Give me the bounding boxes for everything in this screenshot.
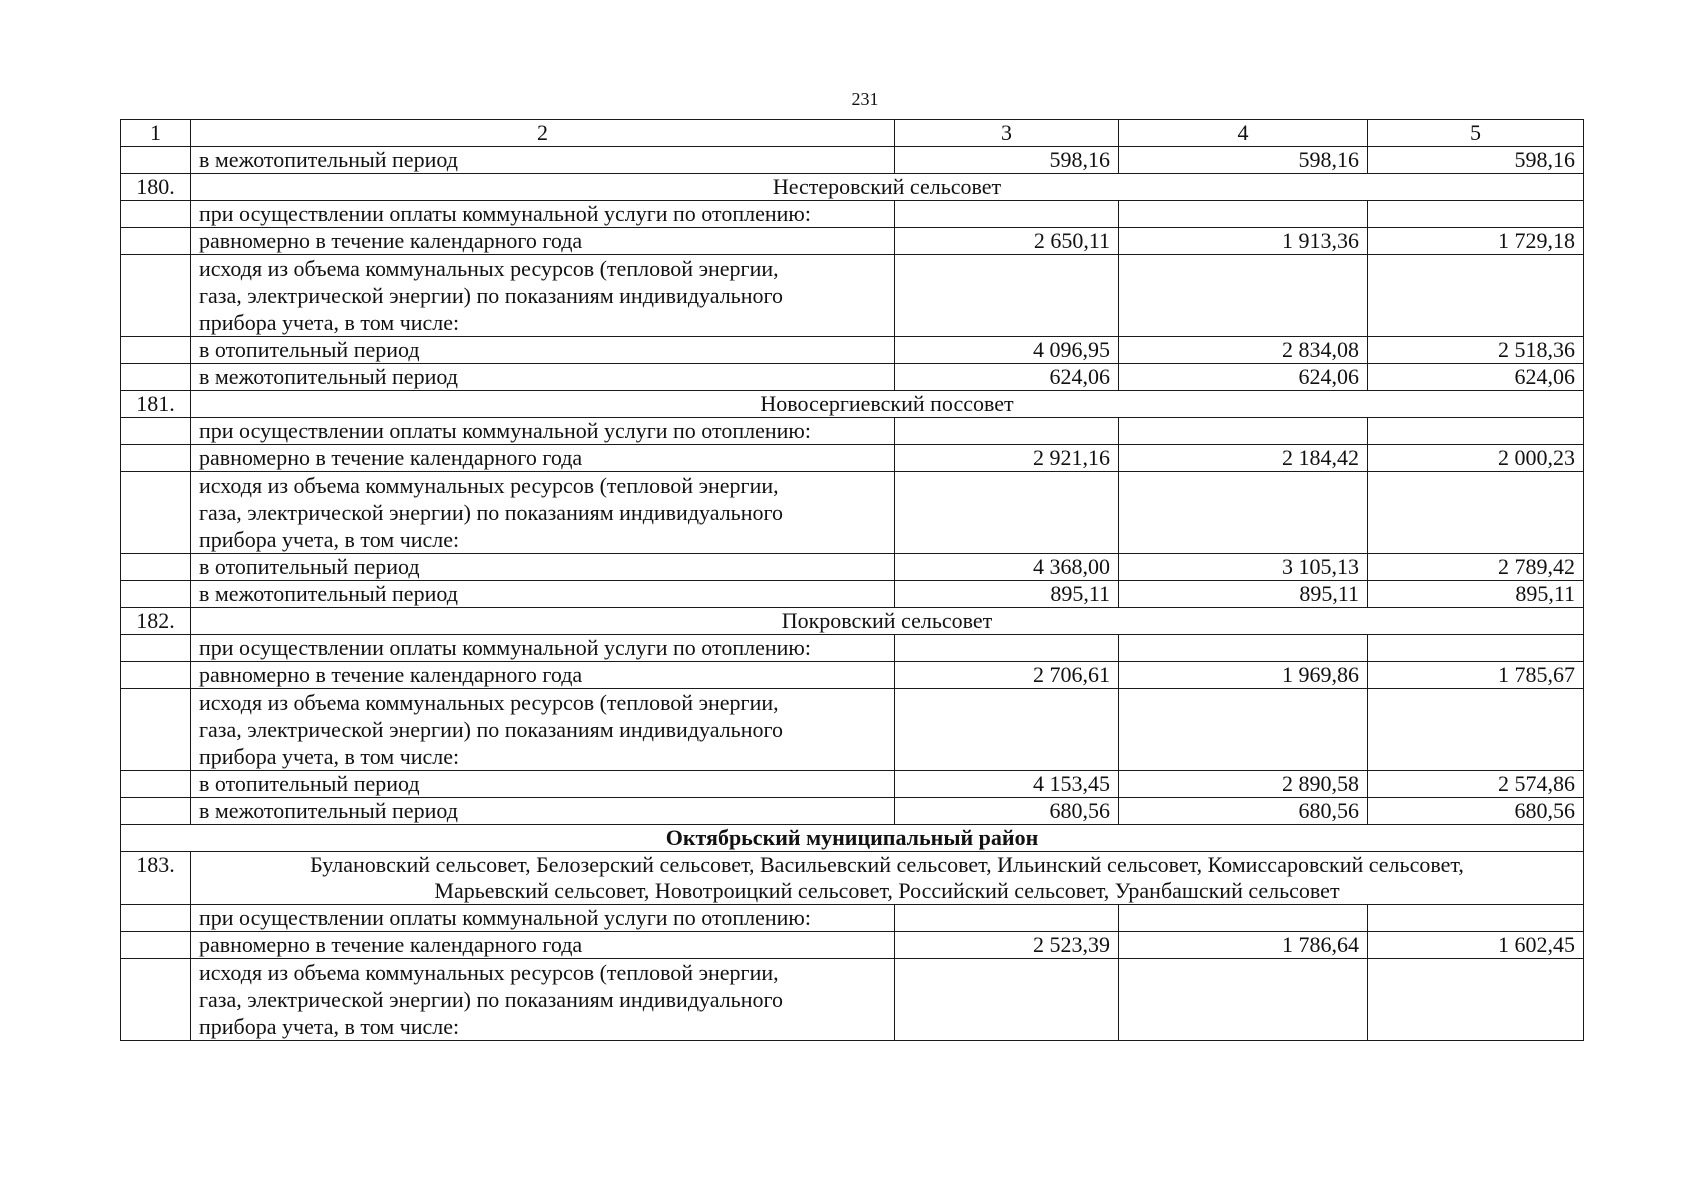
value-col-3 bbox=[895, 959, 1119, 1041]
section-title: Покровский сельсовет bbox=[191, 608, 1584, 635]
text-line: газа, электрической энергии) по показаниям индивидуального bbox=[199, 283, 783, 308]
value-col-3: 895,11 bbox=[895, 581, 1119, 608]
section-row bbox=[121, 852, 1584, 905]
section-title bbox=[191, 852, 1584, 905]
row-label: в межотопительный период bbox=[191, 798, 895, 825]
text-line: прибора учета, в том числе: bbox=[199, 310, 460, 335]
value-col-4 bbox=[1119, 472, 1368, 554]
value-col-3: 2 706,61 bbox=[895, 662, 1119, 689]
value-col-3: 4 153,45 bbox=[895, 771, 1119, 798]
value-col-5 bbox=[1368, 959, 1584, 1041]
row-label: в отопительный период bbox=[191, 554, 895, 581]
row-number bbox=[121, 337, 191, 364]
text-line: газа, электрической энергии) по показаниям индивидуального bbox=[199, 987, 783, 1012]
value-col-5: 2 574,86 bbox=[1368, 771, 1584, 798]
table-row-multiline bbox=[121, 959, 1584, 1041]
value-col-4: 3 105,13 bbox=[1119, 554, 1368, 581]
table-row bbox=[121, 445, 1584, 472]
table-row bbox=[121, 418, 1584, 445]
value-col-3: 624,06 bbox=[895, 364, 1119, 391]
value-col-5: 1 602,45 bbox=[1368, 932, 1584, 959]
value-col-3 bbox=[895, 472, 1119, 554]
table-row bbox=[121, 201, 1584, 228]
value-col-3: 2 523,39 bbox=[895, 932, 1119, 959]
section-title: Нестеровский сельсовет bbox=[191, 174, 1584, 201]
table-row bbox=[121, 905, 1584, 932]
row-label: равномерно в течение календарного года bbox=[191, 445, 895, 472]
row-label: в межотопительный период bbox=[191, 364, 895, 391]
row-label: при осуществлении оплаты коммунальной услуги по отоплению: bbox=[191, 905, 895, 932]
row-number bbox=[121, 662, 191, 689]
value-col-5 bbox=[1368, 472, 1584, 554]
row-number bbox=[121, 959, 191, 1041]
value-col-5: 2 518,36 bbox=[1368, 337, 1584, 364]
row-label: равномерно в течение календарного года bbox=[191, 228, 895, 255]
value-col-4: 680,56 bbox=[1119, 798, 1368, 825]
row-label: в отопительный период bbox=[191, 771, 895, 798]
text-line: Марьевский сельсовет, Новотроицкий сельсовет, Российский сельсовет, Уранбашский сельсовет bbox=[434, 878, 1340, 903]
value-col-3: 2 650,11 bbox=[895, 228, 1119, 255]
value-col-5 bbox=[1368, 689, 1584, 771]
row-number bbox=[121, 472, 191, 554]
value-col-4 bbox=[1119, 635, 1368, 662]
text-line: прибора учета, в том числе: bbox=[199, 527, 460, 552]
row-number bbox=[121, 635, 191, 662]
table-row bbox=[121, 798, 1584, 825]
value-col-5: 1 785,67 bbox=[1368, 662, 1584, 689]
table-row bbox=[121, 337, 1584, 364]
row-number bbox=[121, 771, 191, 798]
table-row bbox=[121, 771, 1584, 798]
row-number bbox=[121, 201, 191, 228]
row-label: равномерно в течение календарного года bbox=[191, 932, 895, 959]
table-row-multiline bbox=[121, 689, 1584, 771]
text-line: прибора учета, в том числе: bbox=[199, 1014, 460, 1039]
row-label: при осуществлении оплаты коммунальной услуги по отоплению: bbox=[191, 635, 895, 662]
value-col-3 bbox=[895, 905, 1119, 932]
table-row-multiline bbox=[121, 472, 1584, 554]
value-col-4: 2 890,58 bbox=[1119, 771, 1368, 798]
row-label: в межотопительный период bbox=[191, 581, 895, 608]
section-number: 180. bbox=[121, 174, 191, 201]
section-number: 181. bbox=[121, 391, 191, 418]
header-cell-1: 1 bbox=[121, 120, 191, 147]
value-col-5: 680,56 bbox=[1368, 798, 1584, 825]
table-row bbox=[121, 364, 1584, 391]
value-col-4: 2 184,42 bbox=[1119, 445, 1368, 472]
table-row bbox=[121, 554, 1584, 581]
header-cell-4: 4 bbox=[1119, 120, 1368, 147]
page-number: 231 bbox=[851, 89, 879, 109]
row-label bbox=[191, 255, 895, 337]
district-row bbox=[121, 825, 1584, 852]
tariff-table bbox=[120, 119, 1584, 1041]
value-col-5: 598,16 bbox=[1368, 147, 1584, 174]
text-line: прибора учета, в том числе: bbox=[199, 744, 460, 769]
section-number: 183. bbox=[121, 852, 191, 905]
header-cell-3: 3 bbox=[895, 120, 1119, 147]
value-col-4 bbox=[1119, 418, 1368, 445]
table-row bbox=[121, 581, 1584, 608]
table-row bbox=[121, 228, 1584, 255]
section-row bbox=[121, 391, 1584, 418]
value-col-5: 624,06 bbox=[1368, 364, 1584, 391]
row-label bbox=[191, 472, 895, 554]
value-col-4 bbox=[1119, 905, 1368, 932]
value-col-5 bbox=[1368, 418, 1584, 445]
value-col-4 bbox=[1119, 689, 1368, 771]
row-number bbox=[121, 932, 191, 959]
value-col-4 bbox=[1119, 959, 1368, 1041]
value-col-4: 624,06 bbox=[1119, 364, 1368, 391]
value-col-4 bbox=[1119, 255, 1368, 337]
table-row-multiline bbox=[121, 255, 1584, 337]
value-col-4 bbox=[1119, 201, 1368, 228]
row-number bbox=[121, 418, 191, 445]
row-label: при осуществлении оплаты коммунальной услуги по отоплению: bbox=[191, 418, 895, 445]
value-col-4: 1 969,86 bbox=[1119, 662, 1368, 689]
value-col-3 bbox=[895, 255, 1119, 337]
value-col-3 bbox=[895, 635, 1119, 662]
row-number bbox=[121, 689, 191, 771]
row-label: в межотопительный период bbox=[191, 147, 895, 174]
section-row bbox=[121, 608, 1584, 635]
row-label: при осуществлении оплаты коммунальной услуги по отоплению: bbox=[191, 201, 895, 228]
row-number bbox=[121, 554, 191, 581]
section-title: Новосергиевский поссовет bbox=[191, 391, 1584, 418]
value-col-4: 2 834,08 bbox=[1119, 337, 1368, 364]
text-line: исходя из объема коммунальных ресурсов (тепловой энергии, bbox=[199, 256, 779, 281]
district-title: Октябрьский муниципальный район bbox=[121, 825, 1584, 852]
row-label bbox=[191, 689, 895, 771]
value-col-3: 4 096,95 bbox=[895, 337, 1119, 364]
value-col-5: 2 000,23 bbox=[1368, 445, 1584, 472]
header-row bbox=[121, 120, 1584, 147]
row-label: равномерно в течение календарного года bbox=[191, 662, 895, 689]
value-col-3: 2 921,16 bbox=[895, 445, 1119, 472]
row-number bbox=[121, 255, 191, 337]
text-line: исходя из объема коммунальных ресурсов (тепловой энергии, bbox=[199, 473, 779, 498]
value-col-5 bbox=[1368, 635, 1584, 662]
table-body bbox=[121, 120, 1584, 1041]
text-line: Булановский сельсовет, Белозерский сельсовет, Васильевский сельсовет, Ильинский сельсовет, Комиссаровский сельсовет, bbox=[310, 852, 1464, 877]
value-col-5: 895,11 bbox=[1368, 581, 1584, 608]
header-cell-5: 5 bbox=[1368, 120, 1584, 147]
value-col-4: 598,16 bbox=[1119, 147, 1368, 174]
row-number bbox=[121, 581, 191, 608]
row-number bbox=[121, 798, 191, 825]
value-col-5: 2 789,42 bbox=[1368, 554, 1584, 581]
text-line: газа, электрической энергии) по показаниям индивидуального bbox=[199, 500, 783, 525]
value-col-4: 895,11 bbox=[1119, 581, 1368, 608]
row-number bbox=[121, 445, 191, 472]
value-col-3: 4 368,00 bbox=[895, 554, 1119, 581]
table-row bbox=[121, 662, 1584, 689]
value-col-3: 598,16 bbox=[895, 147, 1119, 174]
text-line: исходя из объема коммунальных ресурсов (тепловой энергии, bbox=[199, 960, 779, 985]
row-number bbox=[121, 228, 191, 255]
value-col-3 bbox=[895, 689, 1119, 771]
row-number bbox=[121, 905, 191, 932]
section-row bbox=[121, 174, 1584, 201]
value-col-4: 1 786,64 bbox=[1119, 932, 1368, 959]
section-number: 182. bbox=[121, 608, 191, 635]
header-cell-2: 2 bbox=[191, 120, 895, 147]
value-col-5 bbox=[1368, 201, 1584, 228]
value-col-3 bbox=[895, 201, 1119, 228]
table-row bbox=[121, 635, 1584, 662]
row-number bbox=[121, 147, 191, 174]
table-row bbox=[121, 932, 1584, 959]
row-label bbox=[191, 959, 895, 1041]
table-row bbox=[121, 147, 1584, 174]
value-col-4: 1 913,36 bbox=[1119, 228, 1368, 255]
row-number bbox=[121, 364, 191, 391]
value-col-3 bbox=[895, 418, 1119, 445]
row-label: в отопительный период bbox=[191, 337, 895, 364]
value-col-5 bbox=[1368, 905, 1584, 932]
value-col-5 bbox=[1368, 255, 1584, 337]
text-line: исходя из объема коммунальных ресурсов (тепловой энергии, bbox=[199, 690, 779, 715]
value-col-3: 680,56 bbox=[895, 798, 1119, 825]
text-line: газа, электрической энергии) по показаниям индивидуального bbox=[199, 717, 783, 742]
value-col-5: 1 729,18 bbox=[1368, 228, 1584, 255]
